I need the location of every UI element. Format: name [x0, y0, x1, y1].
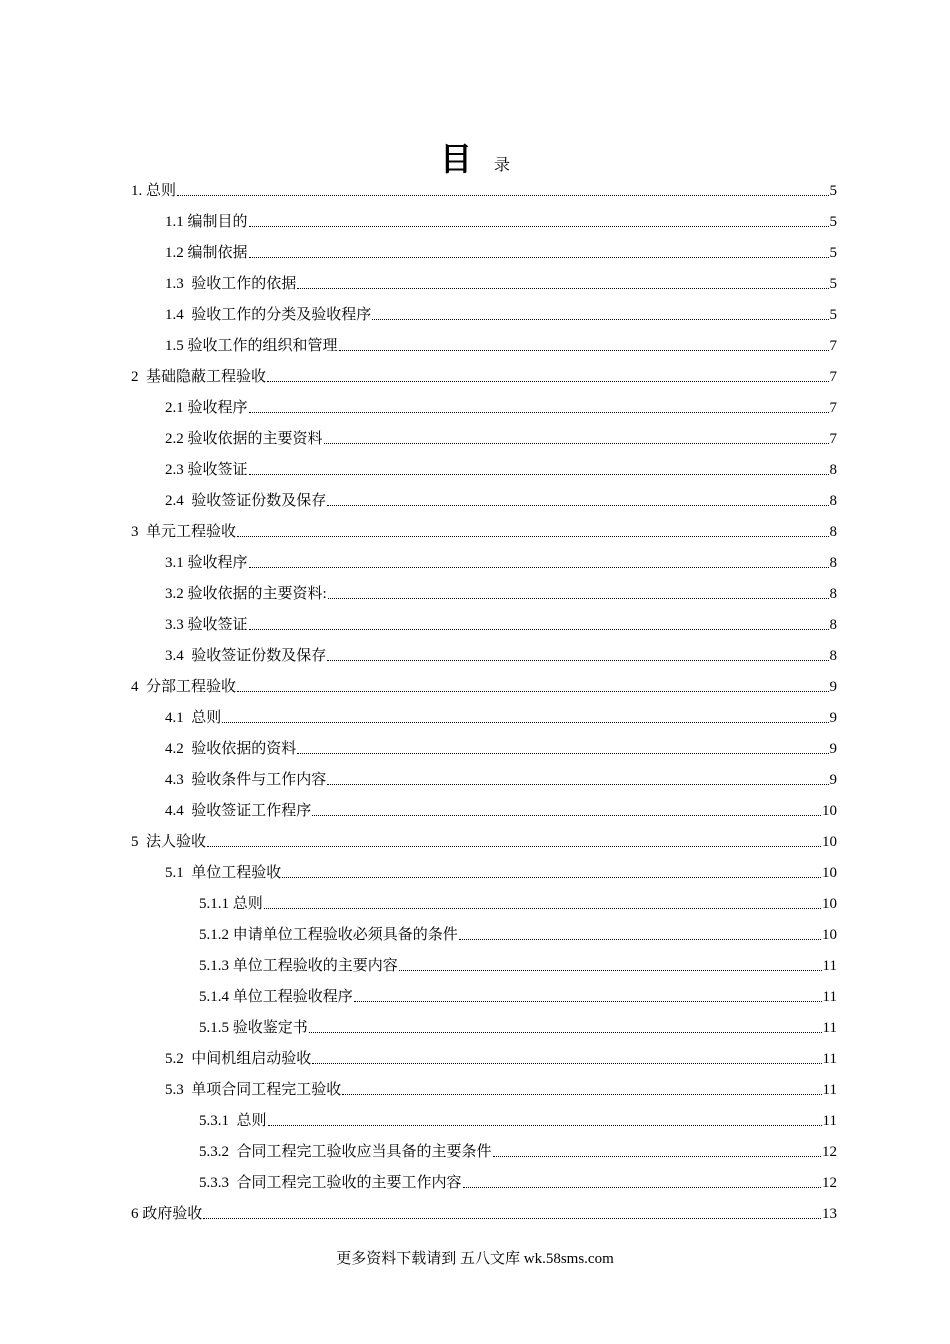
- toc-entry-page: 11: [822, 1113, 837, 1129]
- toc-entry-page: 7: [829, 338, 837, 354]
- toc-entry[interactable]: [165, 696, 837, 727]
- toc-entry[interactable]: [165, 386, 837, 417]
- toc-entry-label: 4.2 验收依据的资料: [165, 741, 297, 757]
- toc-entry-label: 3 单元工程验收: [131, 524, 237, 540]
- toc-entry[interactable]: [131, 510, 837, 541]
- toc-entry-page: 11: [822, 958, 837, 974]
- toc-entry-label: 5.1 单位工程验收: [165, 865, 282, 881]
- toc-entry[interactable]: [165, 262, 837, 293]
- dot-leader: [312, 1063, 821, 1064]
- toc-entry-page: 10: [822, 834, 837, 850]
- toc-title-main: 目: [439, 141, 472, 177]
- dot-leader: [324, 443, 829, 444]
- toc-entry-page: 9: [829, 772, 837, 788]
- toc-entry-label: 1.4 验收工作的分类及验收程序: [165, 307, 372, 323]
- dot-leader: [282, 877, 821, 878]
- toc-entry-page: 13: [822, 1206, 837, 1222]
- toc-entry-label: 5.3.1 总则: [199, 1113, 267, 1129]
- dot-leader: [203, 1218, 821, 1219]
- dot-leader: [249, 412, 829, 413]
- toc-entry-label: 6 政府验收: [131, 1206, 203, 1222]
- toc-entry-label: 5.1.1 总则: [199, 896, 263, 912]
- toc-entry-page: 10: [822, 927, 837, 943]
- toc-entry-page: 12: [822, 1144, 837, 1160]
- toc-entry-label: 5.1.2 申请单位工程验收必须具备的条件: [199, 927, 458, 943]
- toc-entry-page: 12: [822, 1175, 837, 1191]
- dot-leader: [328, 598, 829, 599]
- toc-entry-page: 9: [829, 741, 837, 757]
- dot-leader: [237, 536, 828, 537]
- toc-entry[interactable]: [131, 1192, 837, 1223]
- toc-entry[interactable]: [165, 231, 837, 262]
- toc-entry[interactable]: [199, 1006, 837, 1037]
- toc-entry-label: 2 基础隐蔽工程验收: [131, 369, 267, 385]
- toc-entry-page: 8: [829, 586, 837, 602]
- dot-leader: [249, 567, 829, 568]
- dot-leader: [493, 1156, 821, 1157]
- dot-leader: [237, 691, 828, 692]
- toc-entry-page: 5: [829, 183, 837, 199]
- toc-entry-label: 5.2 中间机组启动验收: [165, 1051, 312, 1067]
- toc-entry-label: 1.1 编制目的: [165, 214, 248, 230]
- toc-entry[interactable]: [165, 417, 837, 448]
- toc-entry[interactable]: [165, 727, 837, 758]
- toc-title: [0, 134, 950, 177]
- toc-entry[interactable]: [199, 1099, 837, 1130]
- toc-entry-page: 7: [829, 431, 837, 447]
- toc-entry-label: 3.3 验收签证: [165, 617, 248, 633]
- toc-entry-label: 3.4 验收签证份数及保存: [165, 648, 327, 664]
- toc-entry-label: 1.5 验收工作的组织和管理: [165, 338, 338, 354]
- toc-entry-label: 1.3 验收工作的依据: [165, 276, 297, 292]
- toc-entry[interactable]: [199, 913, 837, 944]
- toc-entry-page: 11: [822, 989, 837, 1005]
- toc-entry[interactable]: [131, 355, 837, 386]
- toc-entry-page: 10: [822, 803, 837, 819]
- toc-entry[interactable]: [131, 820, 837, 851]
- toc-entry[interactable]: [165, 851, 837, 882]
- toc-entry-label: 4.1 总则: [165, 710, 222, 726]
- footer-text: 更多资料下载请到 五八文库 wk.58sms.com: [336, 1251, 614, 1267]
- toc-entry[interactable]: [165, 324, 837, 355]
- toc-entry-label: 3.1 验收程序: [165, 555, 248, 571]
- dot-leader: [463, 1187, 821, 1188]
- toc-entry-page: 10: [822, 896, 837, 912]
- toc-entry[interactable]: [165, 200, 837, 231]
- dot-leader: [177, 195, 828, 196]
- toc-entry-label: 4 分部工程验收: [131, 679, 237, 695]
- dot-leader: [297, 288, 828, 289]
- toc-entry[interactable]: [165, 634, 837, 665]
- toc-entry-label: 1.2 编制依据: [165, 245, 248, 261]
- toc-entry-label: 2.2 验收依据的主要资料: [165, 431, 323, 447]
- toc-entry-page: 8: [829, 493, 837, 509]
- dot-leader: [268, 1125, 822, 1126]
- toc-entry[interactable]: [165, 572, 837, 603]
- toc-entry-label: 5.1.5 验收鉴定书: [199, 1020, 308, 1036]
- dot-leader: [327, 784, 828, 785]
- dot-leader: [399, 970, 822, 971]
- toc-entry[interactable]: [199, 1130, 837, 1161]
- toc-entry[interactable]: [165, 758, 837, 789]
- toc-entry[interactable]: [165, 479, 837, 510]
- toc-entry-page: 8: [829, 648, 837, 664]
- toc-entry-page: 7: [829, 369, 837, 385]
- toc-entry[interactable]: [199, 944, 837, 975]
- toc-entry-page: 5: [829, 245, 837, 261]
- toc-entry-page: 8: [829, 617, 837, 633]
- toc-entry-page: 8: [829, 462, 837, 478]
- toc-entry-label: 5.1.4 单位工程验收程序: [199, 989, 353, 1005]
- dot-leader: [342, 1094, 821, 1095]
- toc-entry-label: 2.4 验收签证份数及保存: [165, 493, 327, 509]
- toc-entry[interactable]: [165, 603, 837, 634]
- toc-entry-label: 2.1 验收程序: [165, 400, 248, 416]
- toc-entry-page: 9: [829, 679, 837, 695]
- toc-entry[interactable]: [165, 1068, 837, 1099]
- toc-entry-page: 8: [829, 555, 837, 571]
- toc-entry-label: 3.2 验收依据的主要资料:: [165, 586, 327, 602]
- toc-entry-page: 8: [829, 524, 837, 540]
- dot-leader: [372, 319, 828, 320]
- dot-leader: [339, 350, 829, 351]
- dot-leader: [354, 1001, 822, 1002]
- dot-leader: [222, 722, 828, 723]
- toc-entry[interactable]: [165, 293, 837, 324]
- toc-entry-label: 4.3 验收条件与工作内容: [165, 772, 327, 788]
- toc-entry[interactable]: [199, 1161, 837, 1192]
- toc-entry[interactable]: [165, 448, 837, 479]
- toc-entry-label: 5.3 单项合同工程完工验收: [165, 1082, 342, 1098]
- toc-title-sub: 录: [494, 157, 511, 174]
- toc-entry-label: 1. 总则: [131, 183, 177, 199]
- toc-entry-page: 5: [829, 214, 837, 230]
- toc-entry[interactable]: [199, 975, 837, 1006]
- toc-entry-page: 9: [829, 710, 837, 726]
- toc-entry-page: 11: [822, 1051, 837, 1067]
- dot-leader: [327, 505, 828, 506]
- dot-leader: [297, 753, 828, 754]
- toc-entry-page: 5: [829, 276, 837, 292]
- toc-entry[interactable]: [131, 169, 837, 200]
- toc-entry[interactable]: [131, 665, 837, 696]
- dot-leader: [249, 226, 829, 227]
- toc-entry-page: 11: [822, 1020, 837, 1036]
- toc-entry[interactable]: [165, 541, 837, 572]
- toc-entry-label: 5.1.3 单位工程验收的主要内容: [199, 958, 398, 974]
- toc-entry[interactable]: [165, 789, 837, 820]
- toc-entry-label: 2.3 验收签证: [165, 462, 248, 478]
- toc-entry-page: 11: [822, 1082, 837, 1098]
- toc-entry-label: 5.3.2 合同工程完工验收应当具备的主要条件: [199, 1144, 492, 1160]
- toc-entry-page: 10: [822, 865, 837, 881]
- dot-leader: [249, 257, 829, 258]
- toc-entry-page: 5: [829, 307, 837, 323]
- dot-leader: [249, 474, 829, 475]
- dot-leader: [327, 660, 828, 661]
- dot-leader: [312, 815, 821, 816]
- dot-leader: [267, 381, 828, 382]
- toc-entry-label: 5 法人验收: [131, 834, 207, 850]
- toc-entry[interactable]: [199, 882, 837, 913]
- toc-entry-label: 4.4 验收签证工作程序: [165, 803, 312, 819]
- dot-leader: [459, 939, 821, 940]
- toc-entry-label: 5.3.3 合同工程完工验收的主要工作内容: [199, 1175, 462, 1191]
- dot-leader: [264, 908, 821, 909]
- dot-leader: [249, 629, 829, 630]
- dot-leader: [207, 846, 821, 847]
- dot-leader: [309, 1032, 822, 1033]
- toc-entry-page: 7: [829, 400, 837, 416]
- toc-entry[interactable]: [165, 1037, 837, 1068]
